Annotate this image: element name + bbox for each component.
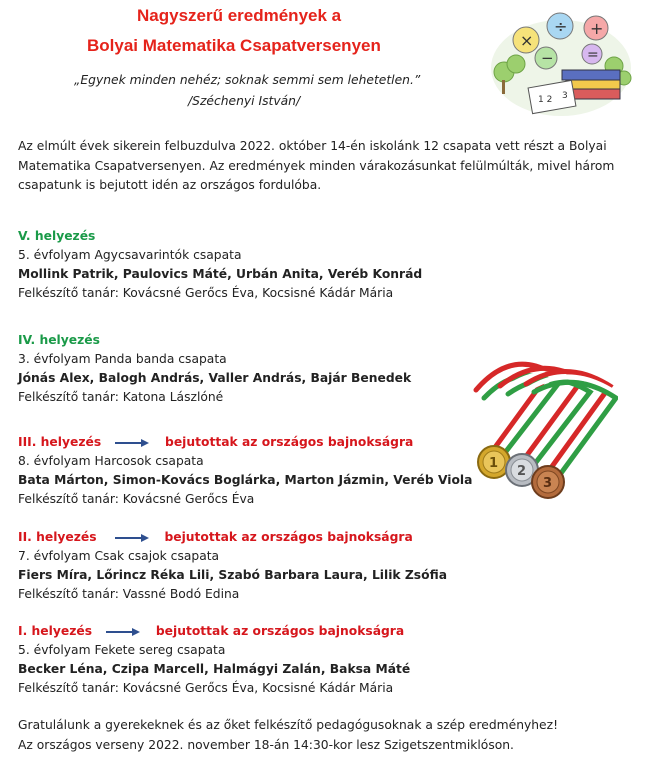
team-members: Fiers Míra, Lőrincz Réka Lili, Szabó Barbara Laura, Lilik Zsófia xyxy=(18,568,447,582)
quote-author: /Széchenyi István/ xyxy=(188,94,301,108)
place-label: I. helyezés xyxy=(18,624,93,638)
team-name: 3. évfolyam Panda banda csapata xyxy=(18,352,227,366)
team-name: 7. évfolyam Csak csajok csapata xyxy=(18,549,220,563)
quote-text: „Egynek minden nehéz; soknak semmi sem lehetetlen.” xyxy=(74,73,421,87)
medal-gold-number: 1 xyxy=(489,456,499,471)
teacher-line: Felkészítő tanár: Kovácsné Gerőcs Éva, Kocsisné Kádár Mária xyxy=(18,286,394,300)
right-arrow-icon xyxy=(115,533,149,543)
place-label: II. helyezés xyxy=(18,530,97,544)
result-section-1st xyxy=(18,622,638,698)
place-label: IV. helyezés xyxy=(18,333,100,347)
teacher-line: Felkészítő tanár: Vassné Bodó Edina xyxy=(18,587,240,601)
page-title-line2: Bolyai Matematika Csapatversenyen xyxy=(87,36,381,55)
right-arrow-icon xyxy=(115,438,149,448)
teacher-line: Felkészítő tanár: Kovácsné Gerőcs Éva, Kocsisné Kádár Mária xyxy=(18,681,394,695)
advanced-note: bejutottak az országos bajnokságra xyxy=(164,530,413,544)
right-arrow-icon xyxy=(106,627,140,637)
paper-numbers: 1 2 xyxy=(538,95,553,105)
result-section-5th xyxy=(18,227,638,303)
team-name: 8. évfolyam Harcosok csapata xyxy=(18,454,204,468)
intro-paragraph: Az elmúlt évek sikerein felbuzdulva 2022. október 14-én iskolánk 12 csapata vett részt a Bolyai Matematika Csapatversenyen. Az eredmények minden várakozásunkat felülmúlták, mivel három csapatunk is bejutott idén az országos fordulóba. xyxy=(18,139,615,192)
advanced-note: bejutottak az országos bajnokságra xyxy=(155,624,405,638)
team-name: 5. évfolyam Fekete sereg csapata xyxy=(18,643,226,657)
team-members: Becker Léna, Czipa Marcell, Halmágyi Zalán, Baksa Máté xyxy=(18,662,411,676)
divide-symbol: ÷ xyxy=(554,17,568,36)
medal-bronze-number: 3 xyxy=(543,476,553,491)
page-title-line1: Nagyszerű eredmények a xyxy=(137,6,342,25)
team-members: Mollink Patrik, Paulovics Máté, Urbán Anita, Veréb Konrád xyxy=(18,267,423,281)
place-label: V. helyezés xyxy=(18,229,96,243)
teacher-line: Felkészítő tanár: Katona Lászlóné xyxy=(18,390,224,404)
paper-number-3: 3 xyxy=(562,91,568,101)
times-symbol: × xyxy=(520,31,534,50)
math-clipart-image xyxy=(486,6,636,118)
team-name: 5. évfolyam Agycsavarintók csapata xyxy=(18,248,242,262)
event-info-line: Az országos verseny 2022. november 18-án 14:30-kor lesz Szigetszentmiklóson. xyxy=(18,737,514,752)
closing-paragraph xyxy=(18,716,558,755)
congratulations-line: Gratulálunk a gyerekeknek és az őket felkészítő pedagógusoknak a szép eredményhez! xyxy=(18,718,559,732)
result-section-2nd xyxy=(18,528,638,604)
plus-symbol: + xyxy=(590,19,604,38)
team-members: Bata Márton, Simon-Kovács Boglárka, Marton Jázmin, Veréb Viola xyxy=(18,473,473,487)
advanced-note: bejutottak az országos bajnokságra xyxy=(165,435,414,449)
place-label: III. helyezés xyxy=(18,435,102,449)
team-members: Jónás Alex, Balogh András, Valler András, Bajár Benedek xyxy=(18,371,412,385)
medals-image xyxy=(470,350,618,500)
equals-symbol: = xyxy=(587,47,599,63)
medal-silver-number: 2 xyxy=(517,464,527,479)
teacher-line: Felkészítő tanár: Kovácsné Gerőcs Éva xyxy=(18,492,255,506)
minus-symbol: − xyxy=(541,49,554,67)
